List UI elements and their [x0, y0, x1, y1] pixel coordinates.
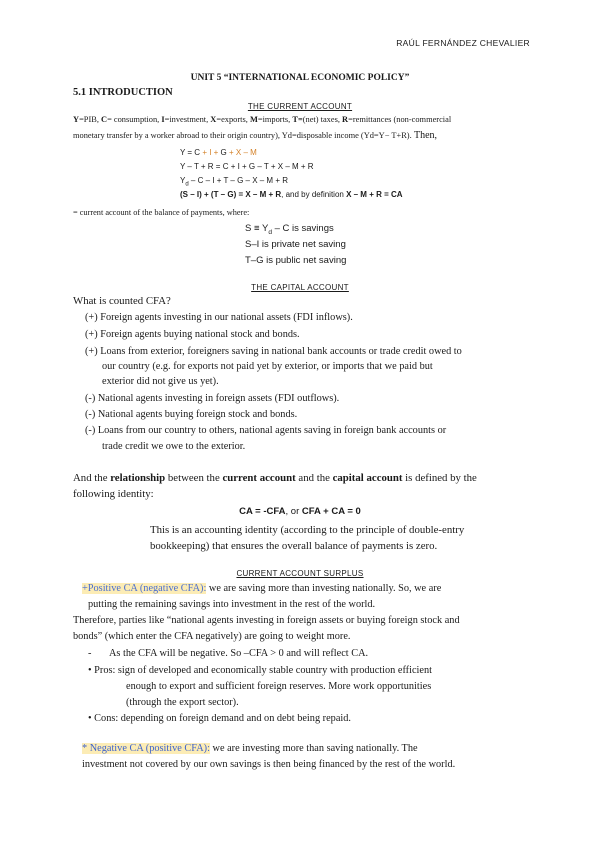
definitions-line-2: monetary transfer by a worker abroad to their origin country), Yd=disposable income (Yd=Y− T+R). Then,: [73, 130, 438, 141]
accounting-identity: CA = -CFA, or CFA + CA = 0: [239, 506, 361, 517]
current-account-heading: THE CURRENT ACCOUNT: [247, 102, 353, 111]
unit-title: UNIT 5 “INTERNATIONAL ECONOMIC POLICY”: [190, 73, 410, 83]
positive-ca-line: +Positive CA (negative CFA): we are saving more than investing nationally. So, we are: [82, 583, 442, 594]
cfa-item-6: (-) Loans from our country to others, national agents saving in foreign bank accounts or: [85, 425, 447, 436]
cfa-item-2: (+) Foreign agents buying national stock and bonds.: [85, 329, 300, 340]
cfa-item-3-cont-1: our country (e.g. for exports not paid yet by exterior, or imports that we paid but: [102, 361, 433, 372]
public-saving-definition: T–G is public net saving: [245, 255, 347, 266]
pros-line-3: (through the export sector).: [126, 697, 239, 708]
equation-3: $Y_d - C - I + T - G - X - M + R$: [180, 176, 288, 188]
cfa-item-3: (+) Loans from exterior, foreigners saving in national bank accounts or trade credit owed to: [85, 346, 462, 357]
equation-2: Y – T + R = C + I + G – T + X – M + R: [180, 162, 314, 171]
definitions-line-1: Y=PIB, C= consumption, I=investment, X=exports, M=imports, T=(net) taxes, R=remittances (non-commercial: [73, 115, 452, 124]
savings-definition: $S \equiv Y_d - C$ is savings: [245, 223, 334, 236]
dash-marker: -: [88, 648, 92, 659]
private-saving-definition: S–I is private net saving: [245, 239, 346, 250]
current-account-definition: = current account of the balance of payments, where:: [73, 208, 250, 217]
positive-ca-line-4: bonds” (which enter the CFA negatively) are going to weight more.: [73, 631, 351, 642]
identity-note-1: This is an accounting identity (according to the principle of double-entry: [150, 524, 465, 536]
cfa-item-4: (-) National agents investing in foreign assets (FDI outflows).: [85, 393, 340, 404]
capital-account-heading: THE CAPITAL ACCOUNT: [251, 283, 349, 292]
cons-line: • Cons: depending on foreign demand and on debt being repaid.: [88, 713, 351, 724]
positive-ca-line-2: putting the remaining savings into investment in the rest of the world.: [88, 599, 376, 610]
identity-note-2: bookkeeping) that ensures the overall balance of payments is zero.: [150, 540, 438, 552]
author-name: RAÚL FERNÁNDEZ CHEVALIER: [396, 38, 530, 48]
surplus-heading: CURRENT ACCOUNT SURPLUS: [236, 569, 364, 578]
pros-line-1: • Pros: sign of developed and economically stable country with production efficient: [88, 665, 432, 676]
pros-line-2: enough to export and sufficient foreign reserves. More work opportunities: [126, 681, 432, 692]
cfa-item-1: (+) Foreign agents investing in our national assets (FDI inflows).: [85, 312, 353, 323]
cfa-item-6-cont: trade credit we owe to the exterior.: [102, 441, 246, 452]
section-title: 5.1 INTRODUCTION: [73, 87, 173, 98]
cfa-negative-note: As the CFA will be negative. So –CFA > 0 and will reflect CA.: [109, 648, 369, 659]
cfa-item-5: (-) National agents buying foreign stock and bonds.: [85, 409, 298, 420]
positive-ca-line-3: Therefore, parties like “national agents investing in foreign assets or buying foreign stock and: [73, 615, 460, 626]
negative-ca-line: * Negative CA (positive CFA): we are investing more than saving nationally. The: [82, 743, 418, 754]
relationship-line-1: And the relationship between the current account and the capital account is defined by the: [73, 472, 477, 484]
equation-1: Y = C + I + G + X – M: [180, 148, 257, 157]
negative-ca-line-2: investment not covered by our own savings is then being financed by the rest of the world.: [82, 759, 456, 770]
positive-ca-label: +Positive CA (negative CFA):: [82, 583, 207, 594]
cfa-item-3-cont-2: exterior did not give us yet).: [102, 376, 219, 387]
cfa-question: What is counted CFA?: [73, 295, 171, 307]
negative-ca-label: * Negative CA (positive CFA):: [82, 743, 210, 754]
equation-4: (S – I) + (T – G) = X – M + R, and by definition X – M + R = CA: [180, 190, 403, 199]
relationship-line-2: following identity:: [73, 488, 154, 500]
